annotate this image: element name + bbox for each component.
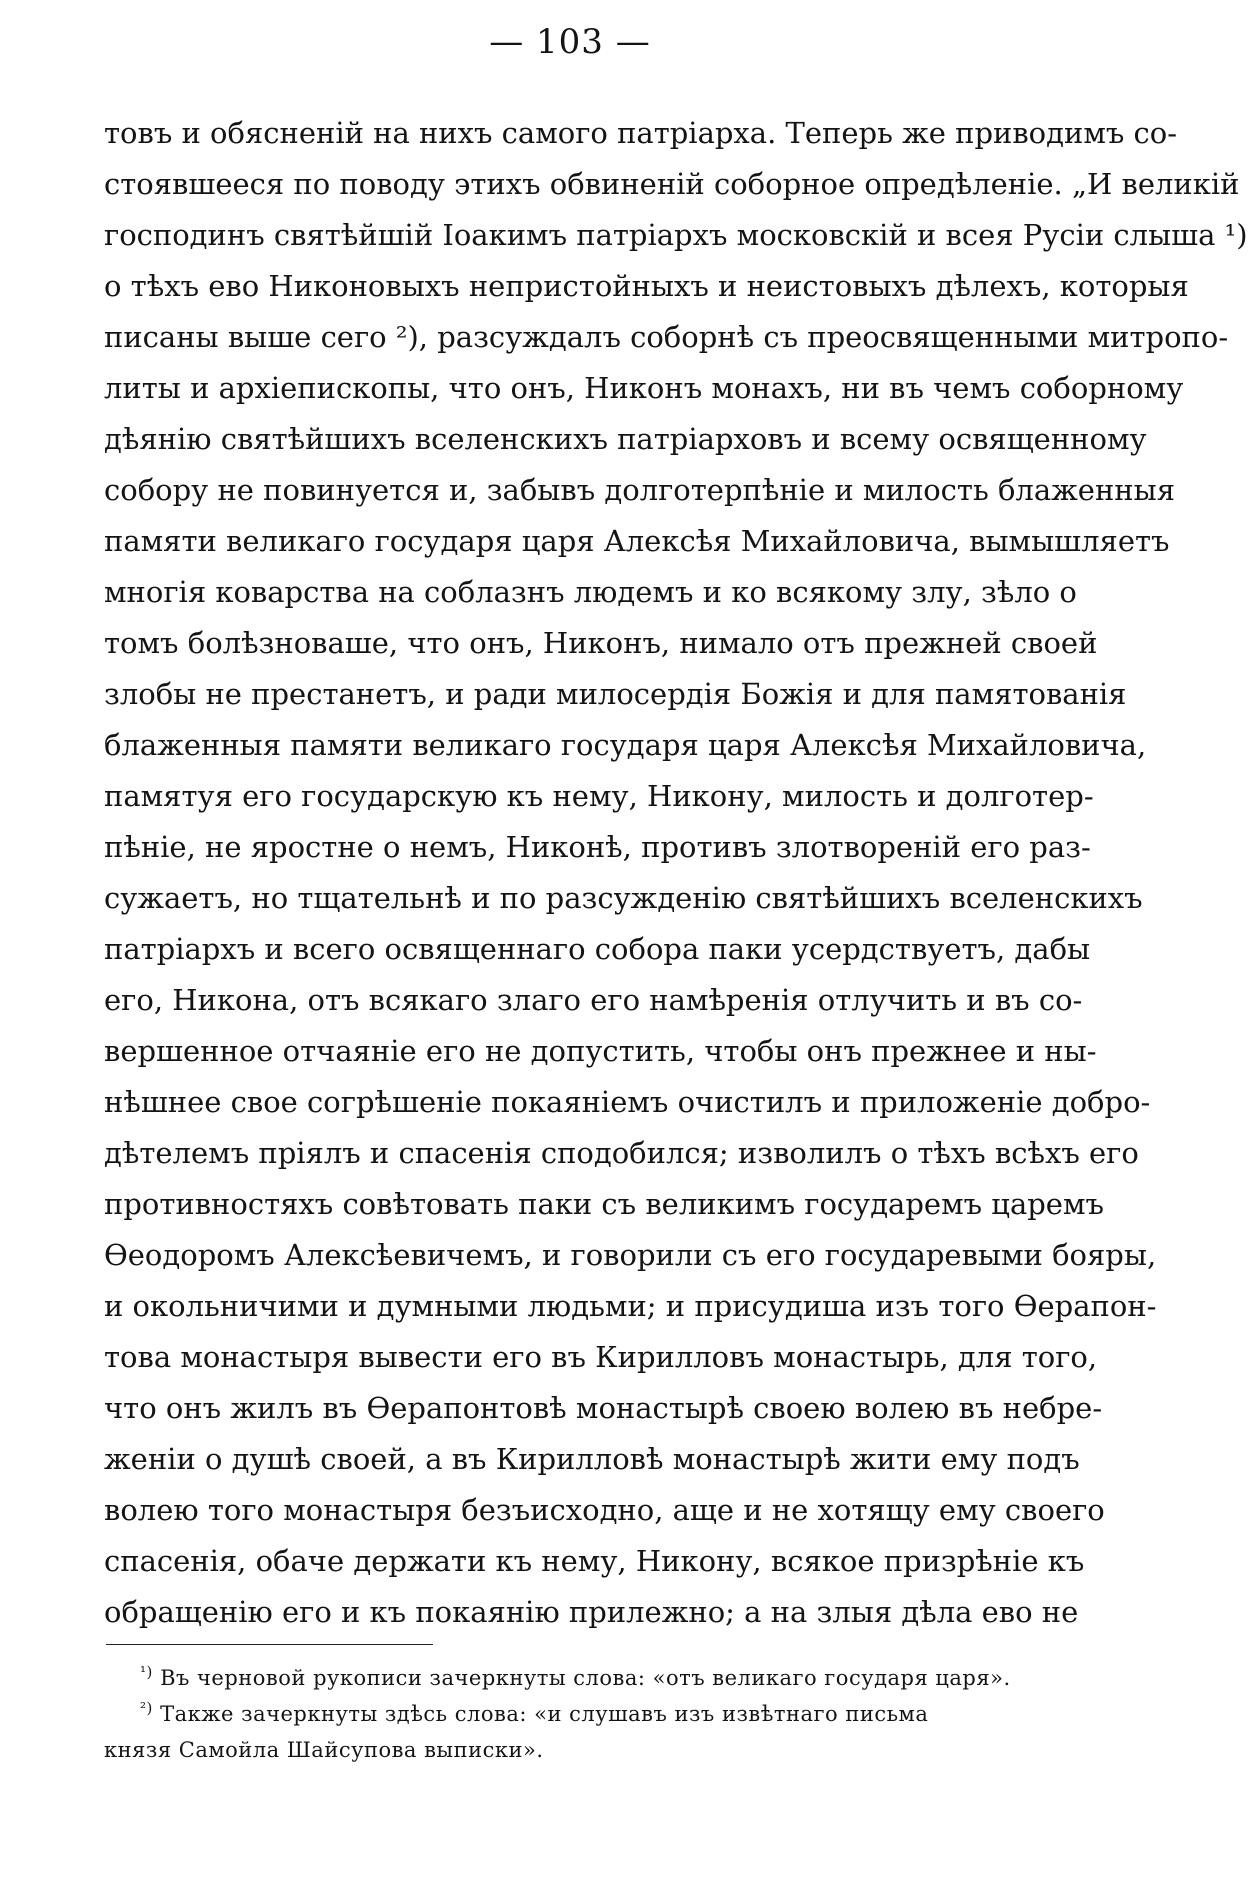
text-line: о тѣхъ ево Никоновыхъ непристойныхъ и неистовыхъ дѣлехъ, которыя <box>104 269 1189 303</box>
text-line: его, Никона, отъ всякаго злаго его намѣренія отлучить и въ со- <box>104 983 1083 1017</box>
footnotes <box>104 1660 1072 1768</box>
text-line: пѣніе, не яростне о немъ, Никонѣ, противъ злотвореній его раз- <box>104 830 1091 864</box>
text-line: томъ болѣзноваше, что онъ, Никонъ, нимало отъ прежней своей <box>104 626 1098 660</box>
main-text <box>104 108 1248 1638</box>
footnote-2 <box>104 1696 1072 1732</box>
text-line: женіи о душѣ своей, а въ Кирилловѣ монастырѣ жити ему подъ <box>104 1442 1080 1476</box>
text-line: господинъ святѣйшій Іоакимъ патріархъ московскій и всея Русіи слыша ¹) <box>104 218 1248 252</box>
text-line: дѣтелемъ пріялъ и спасенія сподобился; изволилъ о тѣхъ всѣхъ его <box>104 1136 1139 1170</box>
text-line: патріархъ и всего освященнаго собора паки усердствуетъ, дабы <box>104 932 1091 966</box>
text-line: нѣшнее свое согрѣшеніе покаяніемъ очистилъ и приложеніе добро- <box>104 1085 1151 1119</box>
text-line: блаженныя памяти великаго государя царя Алексѣя Михайловича, <box>104 728 1147 762</box>
text-line: писаны выше сего ²), разсуждалъ соборнѣ съ преосвященными митропо- <box>104 320 1229 354</box>
text-line: това монастыря вывести его въ Кирилловъ монастырь, для того, <box>104 1340 1098 1374</box>
text-line: противностяхъ совѣтовать паки съ великимъ государемъ царемъ <box>104 1187 1104 1221</box>
text-line: вершенное отчаяніе его не допустить, чтобы онъ прежнее и ны- <box>104 1034 1097 1068</box>
text-line: памяти великаго государя царя Алексѣя Михайловича, вымышляетъ <box>104 524 1170 558</box>
footnote-marker: ²) <box>140 1699 153 1717</box>
footnote-divider <box>106 1644 433 1645</box>
text-line: литы и архіепископы, что онъ, Никонъ монахъ, ни въ чемъ соборному <box>104 371 1184 405</box>
footnote-1 <box>104 1660 1072 1696</box>
footnote-marker: ¹) <box>140 1663 153 1681</box>
text-line: стоявшееся по поводу этихъ обвиненій соборное опредѣленіе. „И великій <box>104 167 1240 201</box>
footnote-2-continuation: князя Самойла Шайсупова выписки». <box>104 1738 544 1762</box>
text-line: товъ и обясненій на нихъ самого патріарха. Теперь же приводимъ со- <box>104 116 1178 150</box>
text-line: сужаетъ, но тщательнѣ и по разсужденію святѣйшихъ вселенскихъ <box>104 881 1143 915</box>
text-line: многія коварства на соблазнъ людемъ и ко всякому злу, зѣло о <box>104 575 1077 609</box>
page-number: — 103 — <box>489 22 651 62</box>
footnote-text: Въ черновой рукописи зачеркнуты слова: «отъ великаго государя царя». <box>160 1666 1011 1690</box>
text-line: памятуя его государскую къ нему, Никону, милость и долготер- <box>104 779 1094 813</box>
footnote-text: Также зачеркнуты здѣсь слова: «и слушавъ изъ извѣтнаго письма <box>160 1702 929 1726</box>
text-line: собору не повинуется и, забывъ долготерпѣніе и милость блаженныя <box>104 473 1175 507</box>
text-line: злобы не престанетъ, и ради милосердія Божія и для памятованія <box>104 677 1127 711</box>
text-line: обращенію его и къ покаянію прилежно; а на злыя дѣла ево не <box>104 1595 1079 1629</box>
text-line: дѣянію святѣйшихъ вселенскихъ патріарховъ и всему освященному <box>104 422 1147 456</box>
text-line: волею того монастыря безъисходно, аще и не хотящу ему своего <box>104 1493 1105 1527</box>
text-line: и окольничими и думными людьми; и присудиша изъ того Ѳерапон- <box>104 1289 1157 1323</box>
text-line: Ѳеодоромъ Алексѣевичемъ, и говорили съ его государевыми бояры, <box>104 1238 1157 1272</box>
text-line: спасенія, обаче держати къ нему, Никону, всякое призрѣніе къ <box>104 1544 1085 1578</box>
text-line: что онъ жилъ въ Ѳерапонтовѣ монастырѣ своею волею въ небре- <box>104 1391 1103 1425</box>
